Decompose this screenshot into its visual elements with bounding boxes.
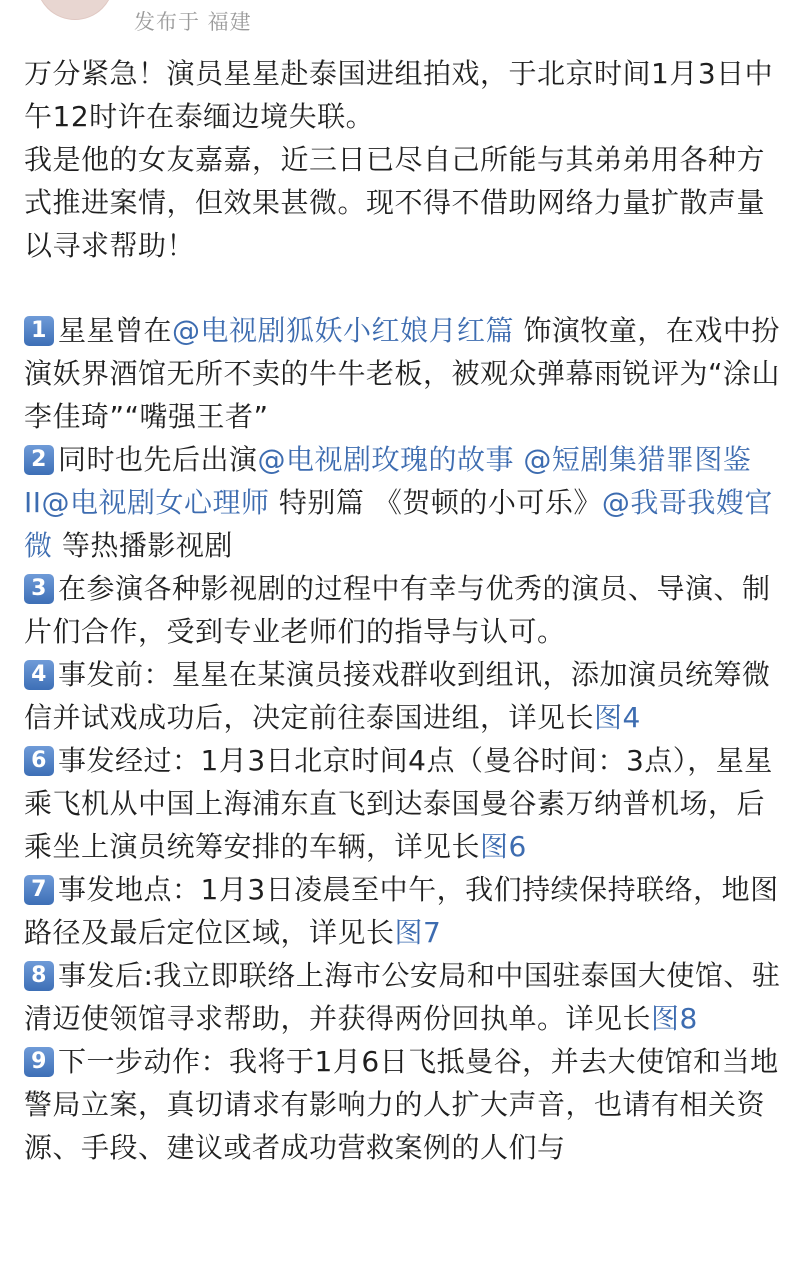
item-text: 事发经过：1月3日北京时间4点（曼谷时间：3点），星星乘飞机从中国上海浦东直飞到达泰国曼谷素万纳普机场，后乘坐上演员统筹安排的车辆，详见长 [24, 744, 773, 863]
mention-link[interactable]: @电视剧女心理师 [41, 486, 270, 519]
number-1-icon: 1 [24, 316, 54, 346]
item-text: 星星曾在 [58, 314, 173, 347]
item-text: 事发地点：1月3日凌晨至中午，我们持续保持联络，地图路径及最后定位区域，详见长 [24, 873, 779, 949]
list-item [24, 739, 786, 868]
item-text: 下一步动作：我将于1月6日飞抵曼谷，并去大使馆和当地警局立案，真切请求有影响力的人扩大声音，也请有相关资源、手段、建议或者成功营救案例的人们与 [24, 1045, 779, 1164]
post-body [24, 52, 786, 1169]
list-item [24, 438, 786, 567]
number-2-icon: 2 [24, 445, 54, 475]
image-link[interactable]: 图6 [480, 830, 527, 863]
mention-link[interactable]: @电视剧玫瑰的故事 [257, 443, 515, 476]
item-text: 同时也先后出演 [58, 443, 258, 476]
item-text: 等热播影视剧 [52, 529, 233, 562]
intro-paragraph-1: 万分紧急！演员星星赴泰国进组拍戏，于北京时间1月3日中午12时许在泰缅边境失联。 [24, 57, 774, 133]
list-item [24, 653, 786, 739]
intro-paragraph-2: 我是他的女友嘉嘉，近三日已尽自己所能与其弟弟用各种方式推进案情，但效果甚微。现不得不借助网络力量扩散声量以寻求帮助！ [24, 143, 766, 262]
mention-link[interactable]: @短剧集猎罪图鉴 II [24, 443, 752, 519]
list-item [24, 868, 786, 954]
number-3-icon: 3 [24, 574, 54, 604]
item-text: 特别篇 《贺顿的小可乐》 [269, 486, 602, 519]
number-9-icon: 9 [24, 1047, 54, 1077]
list-item [24, 1040, 786, 1169]
item-text: 事发前：星星在某演员接戏群收到组讯，添加演员统筹微信并试戏成功后，决定前往泰国进组，详见长 [24, 658, 771, 734]
list-item [24, 954, 786, 1040]
number-6-icon: 6 [24, 746, 54, 776]
mention-link[interactable]: @电视剧狐妖小红娘月红篇 [172, 314, 515, 347]
item-text: 饰演牧童，在戏中扮演妖界酒馆无所不卖的牛牛老板，被观众弹幕雨锐评为“涂山李佳琦”“嘴强王者” [24, 314, 781, 433]
image-link[interactable]: 图7 [394, 916, 442, 949]
list-item [24, 567, 786, 653]
image-link[interactable]: 图8 [651, 1002, 698, 1035]
list-item [24, 309, 786, 438]
number-8-icon: 8 [24, 961, 54, 991]
number-7-icon: 7 [24, 875, 54, 905]
post-header [0, 0, 804, 52]
image-link[interactable]: 图4 [594, 701, 641, 734]
paragraph-spacer [24, 267, 786, 309]
avatar[interactable] [36, 0, 114, 20]
post-location: 发布于 福建 [134, 10, 252, 34]
number-4-icon: 4 [24, 660, 54, 690]
item-text: 在参演各种影视剧的过程中有幸与优秀的演员、导演、制片们合作，受到专业老师们的指导与认可。 [24, 572, 771, 648]
mention-link[interactable]: @我哥我嫂官微 [24, 486, 773, 562]
item-text: 事发后:我立即联络上海市公安局和中国驻泰国大使馆、驻清迈使领馆寻求帮助，并获得两份回执单。详见长 [24, 959, 781, 1035]
